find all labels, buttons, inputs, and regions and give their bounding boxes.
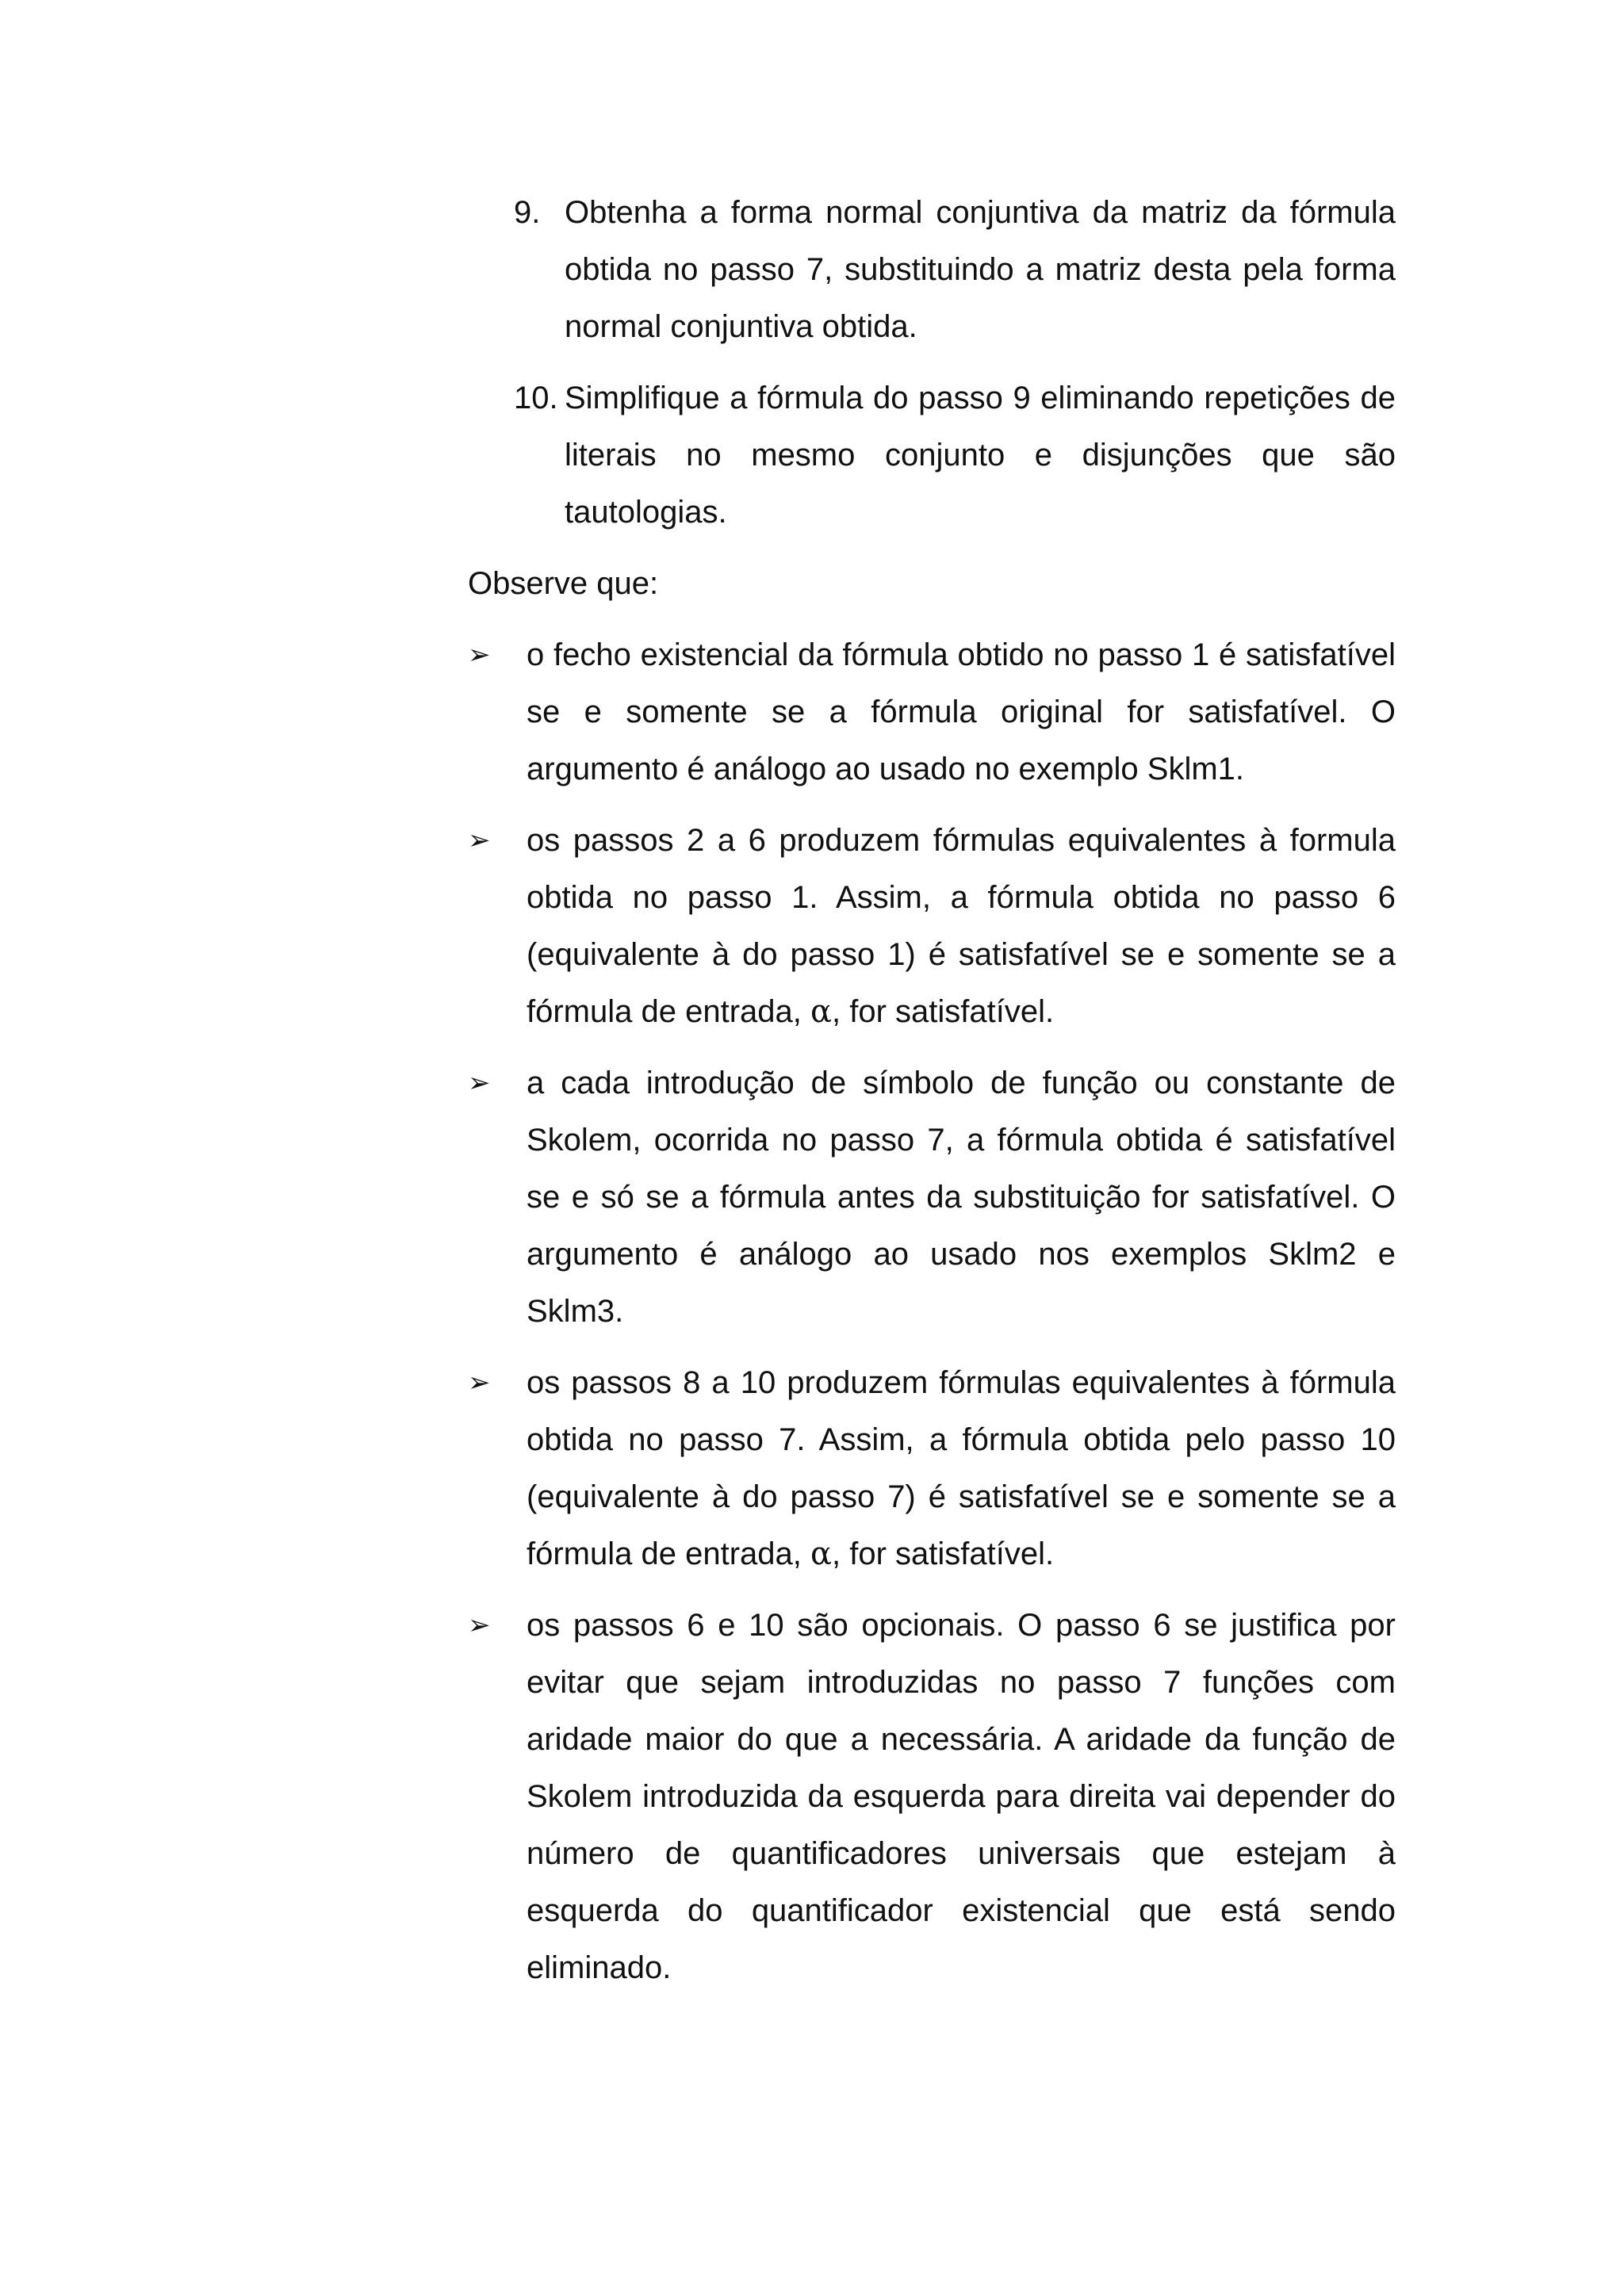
arrow-bullet-icon: ➢ bbox=[468, 1068, 491, 1098]
page-text bbox=[468, 184, 1396, 2011]
item-text: Obtenha a forma normal conjuntiva da matriz da fórmula obtida no passo 7, substituindo a matriz desta pela forma normal conjuntiva obtida. bbox=[565, 195, 1396, 344]
observe-label: Observe que: bbox=[468, 566, 659, 601]
bullet-text-start: os passos 8 a 10 produzem fórmulas equivalentes à fórmula obtida no passo 7. Assim, a fórmula obtida pelo passo 10 (equivalente à do passo 7) é satisfatível se e somente se a fórmula de entrada, bbox=[527, 1365, 1396, 1571]
alpha-symbol: α bbox=[810, 993, 833, 1030]
bullet-text-end: , for satisfatível. bbox=[832, 1536, 1055, 1571]
bullet-item bbox=[468, 1354, 1396, 1582]
item-number: 10. bbox=[514, 381, 558, 415]
item-text: Simplifique a fórmula do passo 9 eliminando repetições de literais no mesmo conjunto e disjunções que são tautologias. bbox=[565, 381, 1396, 530]
numbered-item-9 bbox=[468, 184, 1396, 355]
arrow-bullet-icon: ➢ bbox=[468, 1368, 491, 1398]
alpha-symbol: α bbox=[810, 1536, 833, 1572]
numbered-item-10 bbox=[468, 369, 1396, 541]
bullet-text-end: , for satisfatível. bbox=[832, 994, 1055, 1029]
arrow-bullet-icon: ➢ bbox=[468, 825, 491, 855]
bullet-text bbox=[527, 1365, 1396, 1571]
bullet-item bbox=[468, 1054, 1396, 1340]
item-number: 9. bbox=[514, 195, 541, 230]
bullet-text: o fecho existencial da fórmula obtido no passo 1 é satisfatível se e somente se a fórmula original for satisfatível. O argumento é análogo ao usado no exemplo Sklm1. bbox=[527, 637, 1396, 786]
bullet-item bbox=[468, 812, 1396, 1040]
bullet-text: os passos 6 e 10 são opcionais. O passo 6 se justifica por evitar que sejam introduzidas no passo 7 funções com aridade maior do que a necessária. A aridade da função de Skolem introduzida da esquerda para direita vai depender do número de quantificadores universais que estejam à esquerda do quantificador existencial que está sendo eliminado. bbox=[527, 1608, 1396, 1985]
arrow-bullet-icon: ➢ bbox=[468, 1610, 491, 1640]
bullet-item bbox=[468, 626, 1396, 798]
bullet-text bbox=[527, 823, 1396, 1029]
bullet-item bbox=[468, 1597, 1396, 1996]
arrow-bullet-icon: ➢ bbox=[468, 640, 491, 670]
bullet-text-start: os passos 2 a 6 produzem fórmulas equivalentes à formula obtida no passo 1. Assim, a fórmula obtida no passo 6 (equivalente à do passo 1) é satisfatível se e somente se a fórmula de entrada, bbox=[527, 823, 1396, 1029]
bullet-text: a cada introdução de símbolo de função ou constante de Skolem, ocorrida no passo 7, a fórmula obtida é satisfatível se e só se a fórmula antes da substituição for satisfatível. O argumento é análogo ao usado nos exemplos Sklm2 e Sklm3. bbox=[527, 1066, 1396, 1329]
